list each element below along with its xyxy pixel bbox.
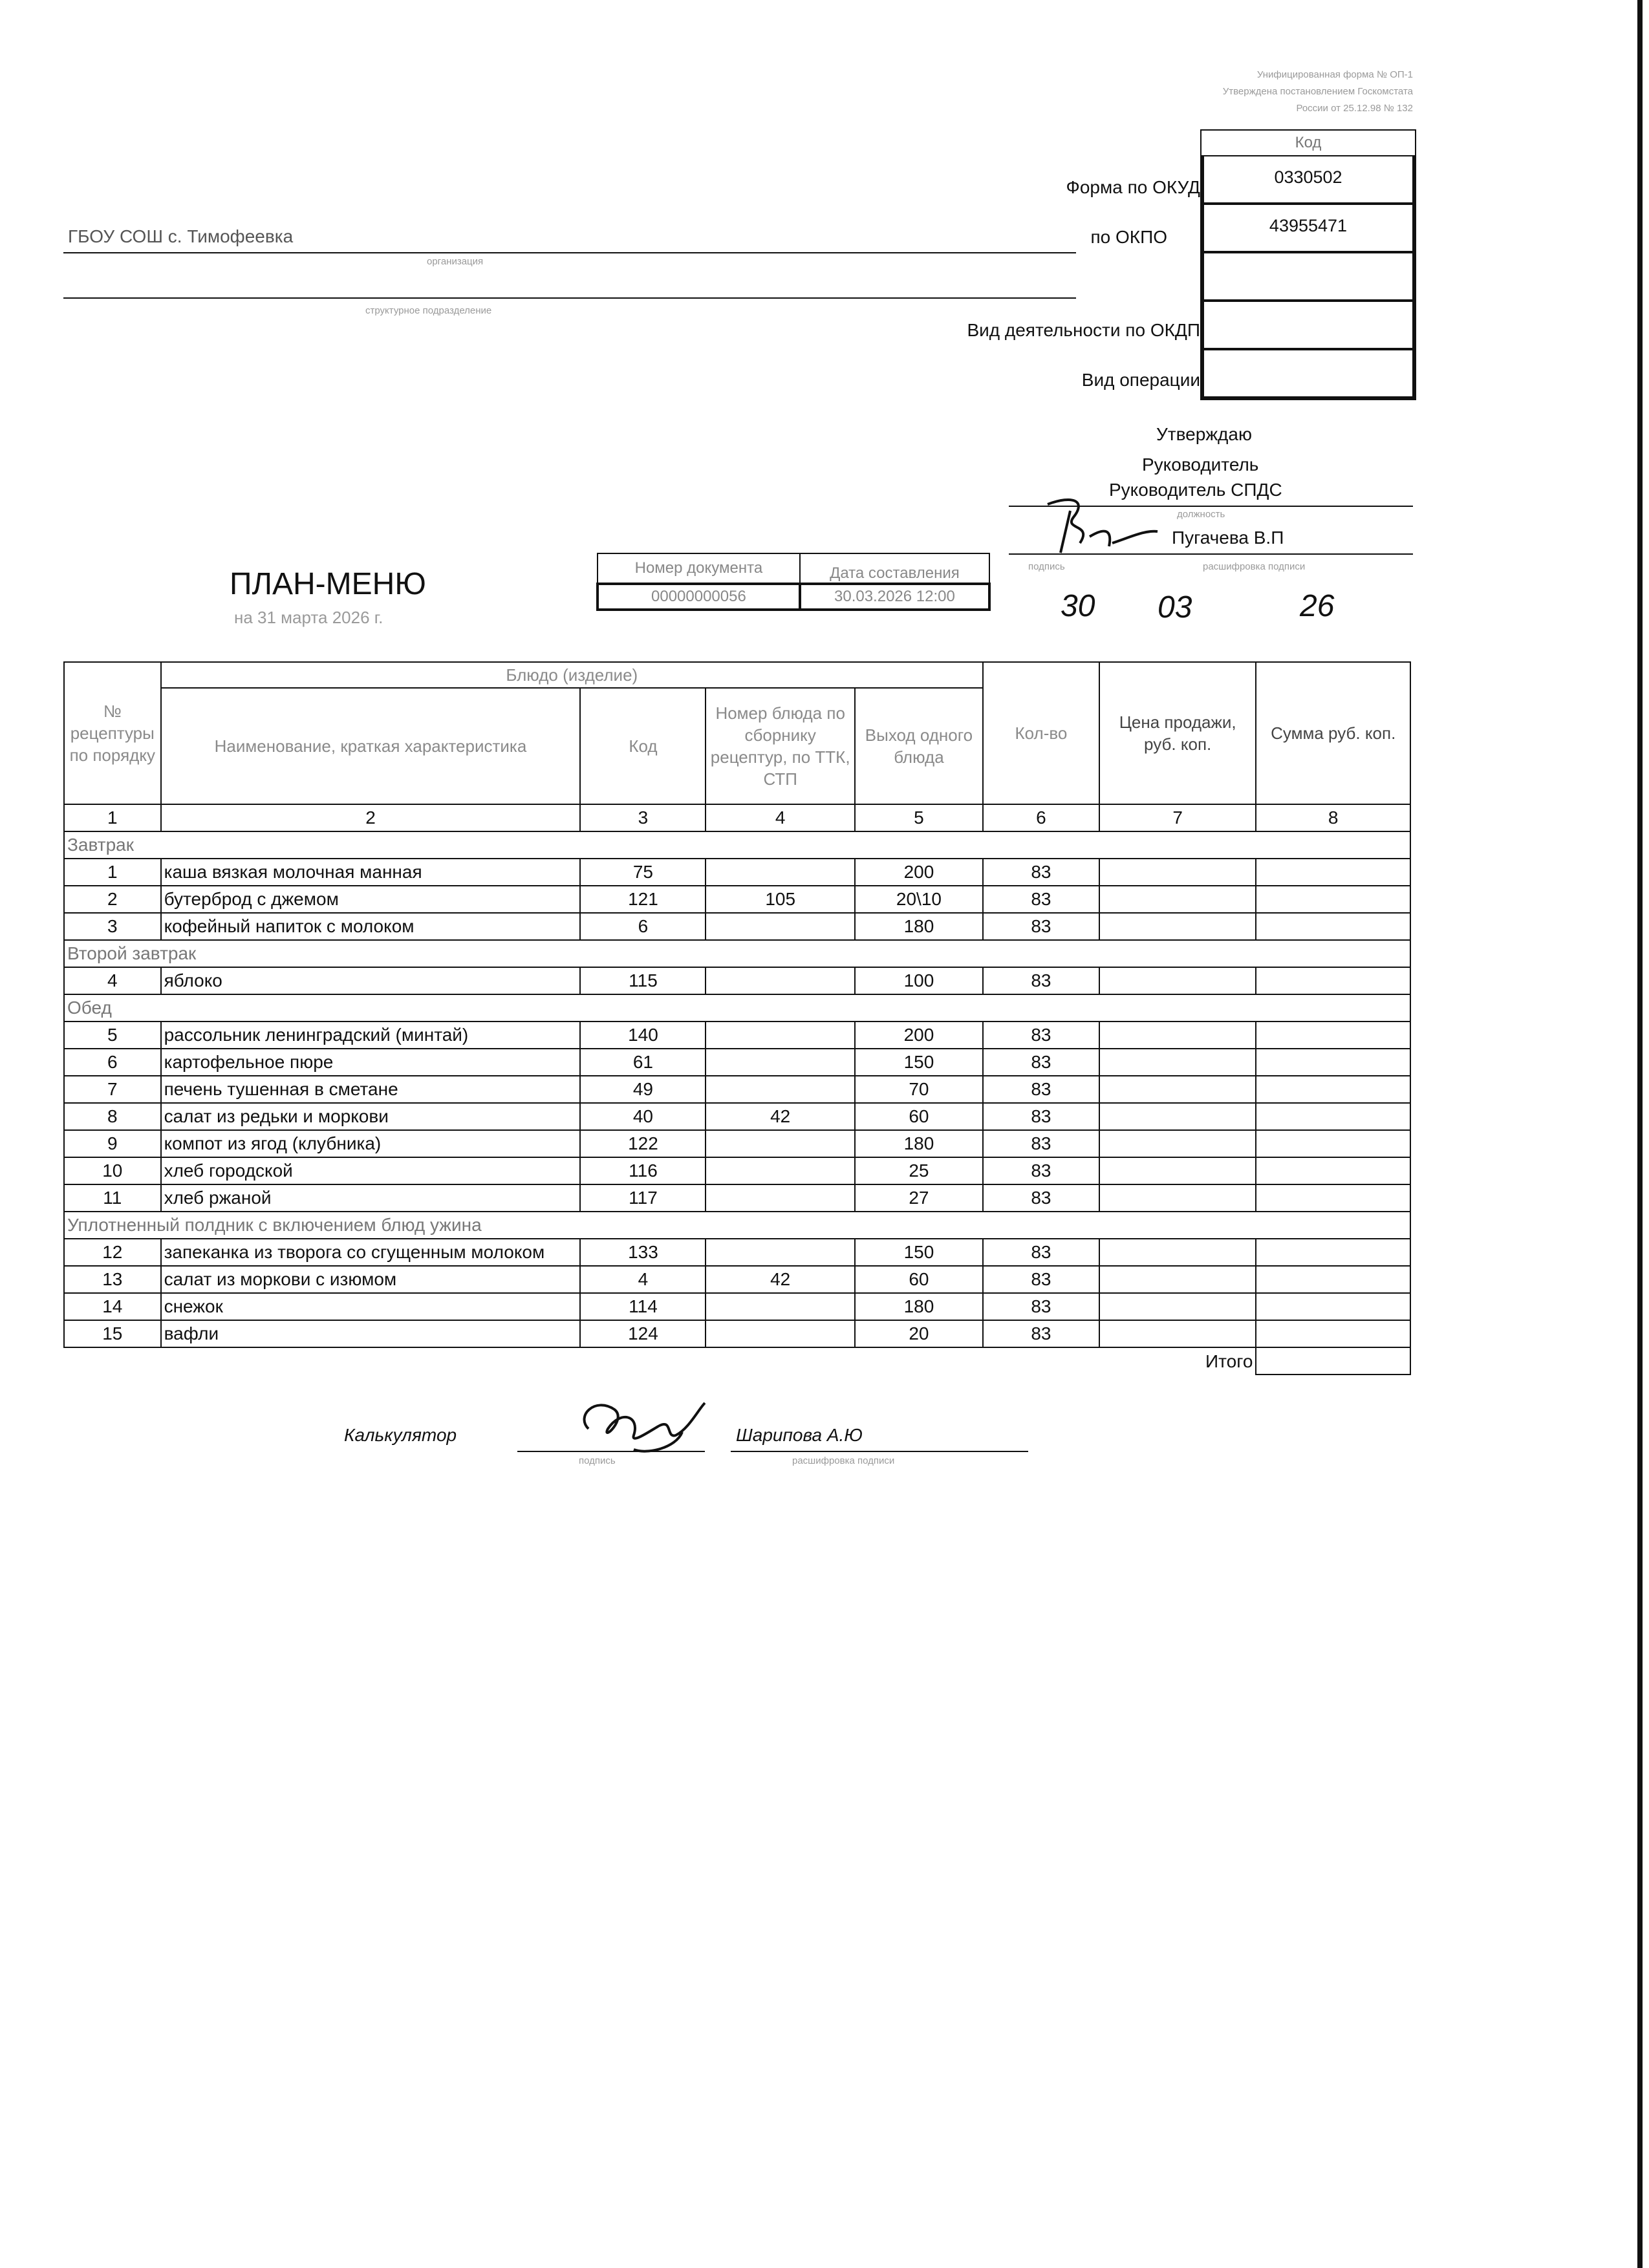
document-date: 30.03.2026 12:00 xyxy=(800,584,989,610)
okpo-label: по ОКПО xyxy=(1090,227,1167,247)
col-header: Номер блюда по сборнику рецептур, по ТТК, СТП xyxy=(706,688,854,804)
cell-name: печень тушенная в сметане xyxy=(161,1076,581,1103)
cell-code: 6 xyxy=(580,913,706,940)
cell-code: 124 xyxy=(580,1320,706,1347)
cell-code: 75 xyxy=(580,859,706,886)
cell-out: 27 xyxy=(855,1184,983,1212)
section-title: Второй завтрак xyxy=(64,940,1410,967)
code-block xyxy=(1200,129,1416,400)
cell-recipe: 105 xyxy=(706,886,854,913)
cell-recipe xyxy=(706,967,854,994)
cell-name: салат из редьки и моркови xyxy=(161,1103,581,1130)
cell-out: 20\10 xyxy=(855,886,983,913)
cell-price xyxy=(1099,913,1256,940)
section-title: Обед xyxy=(64,994,1410,1022)
cell-out: 150 xyxy=(855,1239,983,1266)
cell-recipe xyxy=(706,1320,854,1347)
okud-label: Форма по ОКУД xyxy=(1066,177,1200,197)
cell-qty: 83 xyxy=(983,886,1099,913)
cell-name: бутерброд с джемом xyxy=(161,886,581,913)
organization-underline xyxy=(63,252,1076,253)
cell-qty: 83 xyxy=(983,859,1099,886)
cell-n: 8 xyxy=(64,1103,161,1130)
document-number: 00000000056 xyxy=(598,584,800,610)
col-number: 8 xyxy=(1256,804,1410,831)
cell-sum xyxy=(1256,886,1410,913)
cell-n: 1 xyxy=(64,859,161,886)
cell-out: 200 xyxy=(855,859,983,886)
approver-position: Руководитель СПДС xyxy=(1109,480,1282,500)
col-number: 2 xyxy=(161,804,581,831)
cell-n: 7 xyxy=(64,1076,161,1103)
operation-value xyxy=(1202,348,1415,399)
approver-sign-caption: подпись xyxy=(1028,561,1065,572)
table-row xyxy=(64,1320,1410,1347)
table-row xyxy=(64,1293,1410,1320)
table-row xyxy=(64,1103,1410,1130)
cell-price xyxy=(1099,1184,1256,1212)
okdp-value xyxy=(1202,299,1415,348)
cell-qty: 83 xyxy=(983,1022,1099,1049)
cell-recipe xyxy=(706,913,854,940)
cell-sum xyxy=(1256,1239,1410,1266)
head-label: Руководитель xyxy=(1142,455,1259,475)
table-row xyxy=(64,1157,1410,1184)
cell-name: кофейный напиток с молоком xyxy=(161,913,581,940)
col-header: Цена продажи, руб. коп. xyxy=(1099,662,1256,804)
number-label: Номер документа xyxy=(598,553,800,584)
cell-code: 117 xyxy=(580,1184,706,1212)
table-row xyxy=(64,1184,1410,1212)
col-number: 3 xyxy=(580,804,706,831)
cell-price xyxy=(1099,1266,1256,1293)
section-row xyxy=(64,940,1410,967)
cell-out: 60 xyxy=(855,1266,983,1293)
okdp-label: Вид деятельности по ОКДП xyxy=(967,320,1200,340)
cell-sum xyxy=(1256,1157,1410,1184)
page-title: ПЛАН-МЕНЮ xyxy=(230,567,426,601)
approval-date-year: 26 xyxy=(1300,589,1335,623)
cell-recipe xyxy=(706,1076,854,1103)
cell-n: 6 xyxy=(64,1049,161,1076)
cell-qty: 83 xyxy=(983,1103,1099,1130)
table-row xyxy=(64,1022,1410,1049)
cell-sum xyxy=(1256,1130,1410,1157)
cell-name: яблоко xyxy=(161,967,581,994)
cell-code: 140 xyxy=(580,1022,706,1049)
cell-name: снежок xyxy=(161,1293,581,1320)
cell-name: каша вязкая молочная манная xyxy=(161,859,581,886)
col-number: 4 xyxy=(706,804,854,831)
section-row xyxy=(64,831,1410,859)
calculator-name: Шарипова А.Ю xyxy=(736,1425,863,1445)
col-number: 7 xyxy=(1099,804,1256,831)
calculator-signature xyxy=(569,1390,724,1461)
cell-out: 150 xyxy=(855,1049,983,1076)
approve-label: Утверждаю xyxy=(1156,424,1252,444)
col-header: Кол-во xyxy=(983,662,1099,804)
page-subtitle: на 31 марта 2026 г. xyxy=(234,608,383,627)
cell-n: 2 xyxy=(64,886,161,913)
cell-qty: 83 xyxy=(983,1320,1099,1347)
table-row xyxy=(64,859,1410,886)
approval-date-day: 30 xyxy=(1061,589,1095,623)
cell-code: 49 xyxy=(580,1076,706,1103)
cell-sum xyxy=(1256,1184,1410,1212)
cell-price xyxy=(1099,1103,1256,1130)
blank-code-cell xyxy=(1202,251,1415,299)
cell-price xyxy=(1099,1293,1256,1320)
cell-n: 15 xyxy=(64,1320,161,1347)
cell-price xyxy=(1099,1022,1256,1049)
section-title: Уплотненный полдник с включением блюд ужина xyxy=(64,1212,1410,1239)
cell-code: 121 xyxy=(580,886,706,913)
cell-out: 180 xyxy=(855,1130,983,1157)
menu-table xyxy=(63,661,1411,1375)
cell-price xyxy=(1099,1157,1256,1184)
cell-name: хлеб ржаной xyxy=(161,1184,581,1212)
cell-code: 61 xyxy=(580,1049,706,1076)
col-number: 6 xyxy=(983,804,1099,831)
cell-qty: 83 xyxy=(983,1184,1099,1212)
cell-recipe xyxy=(706,1130,854,1157)
cell-price xyxy=(1099,886,1256,913)
col-header: Код xyxy=(580,688,706,804)
approver-name-caption: расшифровка подписи xyxy=(1203,561,1306,572)
cell-recipe xyxy=(706,1184,854,1212)
cell-price xyxy=(1099,1049,1256,1076)
cell-qty: 83 xyxy=(983,1157,1099,1184)
cell-name: рассольник ленинградский (минтай) xyxy=(161,1022,581,1049)
approver-signature xyxy=(1035,491,1164,562)
col-header: Выход одного блюда xyxy=(855,688,983,804)
table-row xyxy=(64,1076,1410,1103)
cell-code: 122 xyxy=(580,1130,706,1157)
cell-name: компот из ягод (клубника) xyxy=(161,1130,581,1157)
cell-sum xyxy=(1256,1320,1410,1347)
col-header: Наименование, краткая характеристика xyxy=(161,688,581,804)
unit-caption: структурное подразделение xyxy=(365,305,492,316)
scan-edge xyxy=(1637,0,1643,2268)
table-row xyxy=(64,967,1410,994)
group-header: Блюдо (изделие) xyxy=(161,662,983,688)
cell-recipe xyxy=(706,1293,854,1320)
cell-sum xyxy=(1256,1022,1410,1049)
cell-price xyxy=(1099,1239,1256,1266)
cell-n: 3 xyxy=(64,913,161,940)
table-row xyxy=(64,886,1410,913)
organization-name: ГБОУ СОШ с. Тимофеевка xyxy=(68,226,294,246)
cell-recipe xyxy=(706,1022,854,1049)
cell-qty: 83 xyxy=(983,1239,1099,1266)
cell-sum xyxy=(1256,1293,1410,1320)
cell-code: 133 xyxy=(580,1239,706,1266)
calculator-role: Калькулятор xyxy=(344,1425,457,1445)
col-header: Сумма руб. коп. xyxy=(1256,662,1410,804)
cell-code: 40 xyxy=(580,1103,706,1130)
calculator-sign-caption: подпись xyxy=(579,1455,616,1466)
cell-sum xyxy=(1256,1049,1410,1076)
approver-name: Пугачева В.П xyxy=(1172,528,1284,548)
date-label: Дата составления xyxy=(800,553,989,584)
cell-name: хлеб городской xyxy=(161,1157,581,1184)
cell-price xyxy=(1099,1076,1256,1103)
approval-date-month: 03 xyxy=(1158,590,1192,625)
cell-sum xyxy=(1256,967,1410,994)
calculator-name-line xyxy=(731,1451,1028,1452)
cell-price xyxy=(1099,1130,1256,1157)
okud-value: 0330502 xyxy=(1202,156,1415,202)
calculator-name-caption: расшифровка подписи xyxy=(792,1455,895,1466)
cell-qty: 83 xyxy=(983,913,1099,940)
cell-n: 5 xyxy=(64,1022,161,1049)
table-row xyxy=(64,1049,1410,1076)
cell-recipe xyxy=(706,859,854,886)
cell-out: 180 xyxy=(855,1293,983,1320)
cell-qty: 83 xyxy=(983,1293,1099,1320)
document-number-box xyxy=(596,553,991,611)
cell-sum xyxy=(1256,913,1410,940)
cell-n: 11 xyxy=(64,1184,161,1212)
col-header: № рецептуры по порядку xyxy=(64,662,161,804)
cell-recipe: 42 xyxy=(706,1266,854,1293)
cell-out: 20 xyxy=(855,1320,983,1347)
position-caption: должность xyxy=(1177,509,1225,520)
cell-qty: 83 xyxy=(983,1076,1099,1103)
approval-note xyxy=(1061,67,1413,117)
cell-out: 100 xyxy=(855,967,983,994)
cell-out: 70 xyxy=(855,1076,983,1103)
cell-recipe xyxy=(706,1157,854,1184)
section-row xyxy=(64,994,1410,1022)
unit-underline xyxy=(63,297,1076,299)
cell-sum xyxy=(1256,1266,1410,1293)
cell-price xyxy=(1099,859,1256,886)
cell-code: 4 xyxy=(580,1266,706,1293)
col-number: 5 xyxy=(855,804,983,831)
cell-out: 200 xyxy=(855,1022,983,1049)
cell-name: вафли xyxy=(161,1320,581,1347)
cell-recipe: 42 xyxy=(706,1103,854,1130)
section-title: Завтрак xyxy=(64,831,1410,859)
cell-qty: 83 xyxy=(983,1130,1099,1157)
cell-name: запеканка из творога со сгущенным молоком xyxy=(161,1239,581,1266)
section-row xyxy=(64,1212,1410,1239)
okpo-value: 43955471 xyxy=(1202,202,1415,251)
cell-code: 116 xyxy=(580,1157,706,1184)
table-row xyxy=(64,1266,1410,1293)
cell-price xyxy=(1099,967,1256,994)
approval-note-line: Утверждена постановлением Госкомстата xyxy=(1222,86,1413,97)
code-header: Код xyxy=(1202,129,1415,156)
cell-sum xyxy=(1256,1076,1410,1103)
col-number: 1 xyxy=(64,804,161,831)
cell-recipe xyxy=(706,1049,854,1076)
cell-code: 115 xyxy=(580,967,706,994)
cell-n: 9 xyxy=(64,1130,161,1157)
cell-price xyxy=(1099,1320,1256,1347)
cell-n: 12 xyxy=(64,1239,161,1266)
cell-name: картофельное пюре xyxy=(161,1049,581,1076)
cell-n: 13 xyxy=(64,1266,161,1293)
cell-out: 60 xyxy=(855,1103,983,1130)
approval-note-line: России от 25.12.98 № 132 xyxy=(1296,103,1413,114)
operation-label: Вид операции xyxy=(1081,370,1200,390)
cell-out: 180 xyxy=(855,913,983,940)
cell-qty: 83 xyxy=(983,967,1099,994)
cell-n: 10 xyxy=(64,1157,161,1184)
organization-caption: организация xyxy=(427,256,484,267)
total-label: Итого xyxy=(1205,1351,1253,1371)
table-row xyxy=(64,1239,1410,1266)
cell-qty: 83 xyxy=(983,1266,1099,1293)
cell-sum xyxy=(1256,859,1410,886)
cell-sum xyxy=(1256,1103,1410,1130)
cell-code: 114 xyxy=(580,1293,706,1320)
total-value xyxy=(1256,1347,1410,1375)
approval-note-line: Унифицированная форма № ОП-1 xyxy=(1256,69,1413,80)
menu-body xyxy=(64,831,1410,1347)
cell-n: 14 xyxy=(64,1293,161,1320)
cell-name: салат из моркови с изюмом xyxy=(161,1266,581,1293)
table-row xyxy=(64,913,1410,940)
cell-qty: 83 xyxy=(983,1049,1099,1076)
table-row xyxy=(64,1130,1410,1157)
cell-recipe xyxy=(706,1239,854,1266)
cell-out: 25 xyxy=(855,1157,983,1184)
cell-n: 4 xyxy=(64,967,161,994)
